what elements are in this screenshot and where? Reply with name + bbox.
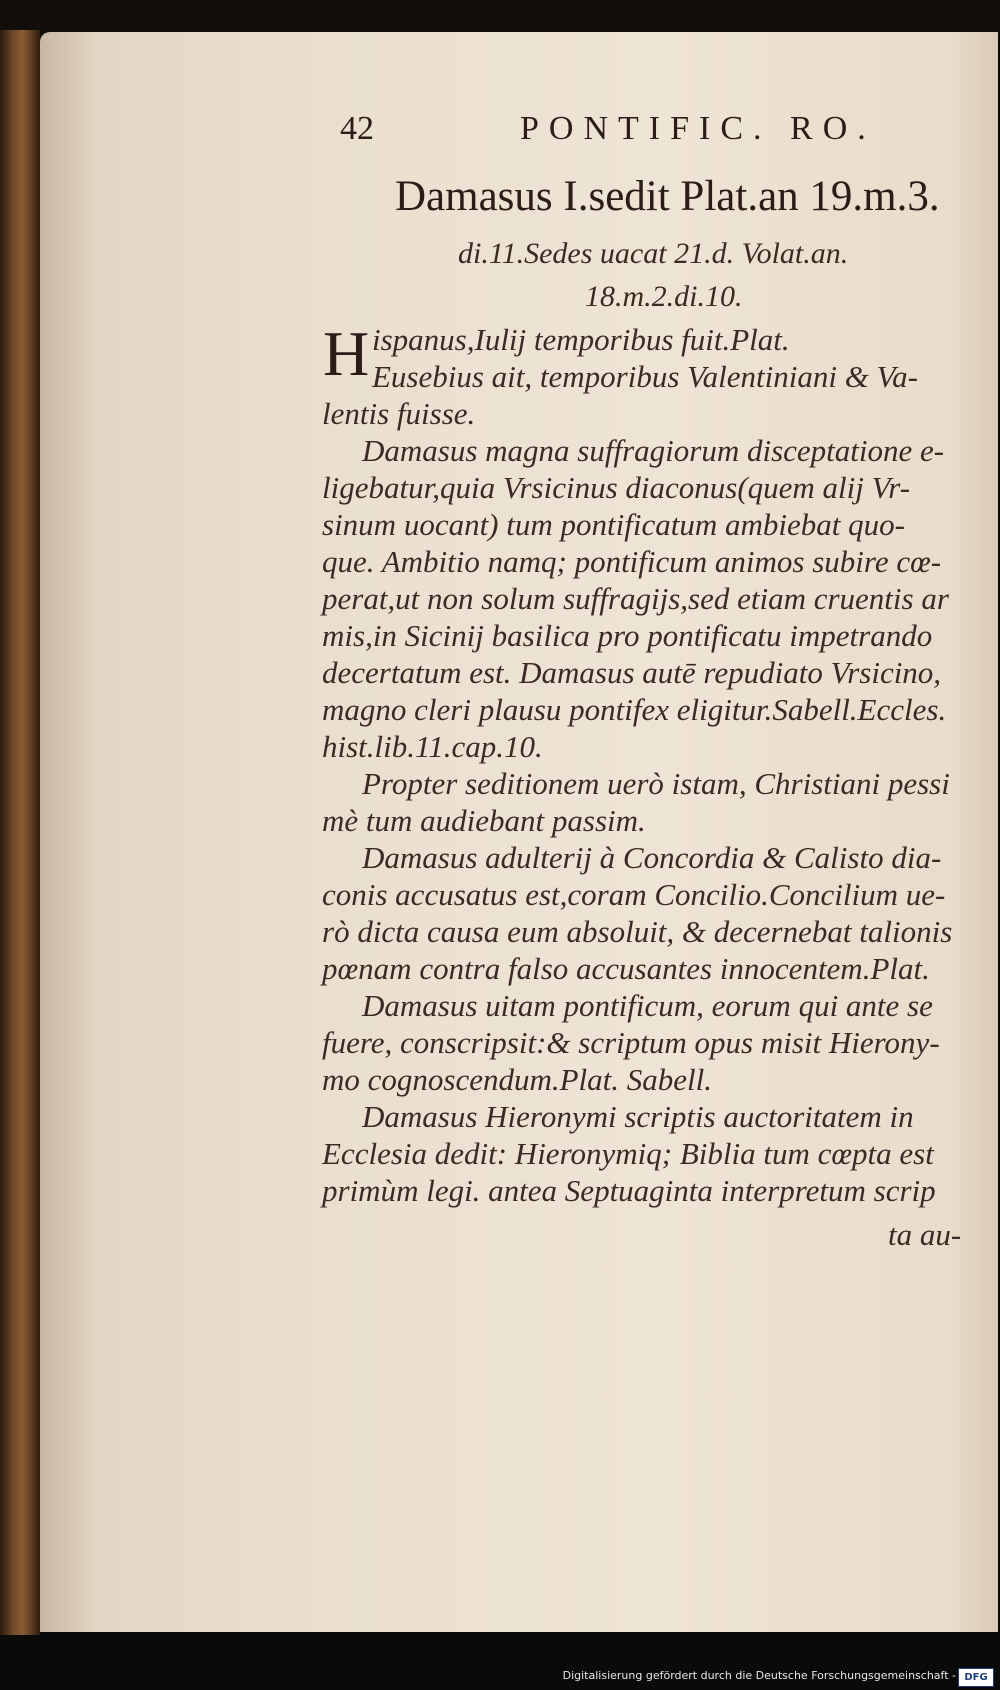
digitization-footer — [0, 1665, 1000, 1690]
body-line: Ecclesia dedit: Hieronymiq; Biblia tum cœpta est — [322, 1136, 934, 1171]
entry-subtitle-line: 18.m.2.di.10. — [585, 280, 743, 313]
body-line: hist.lib.11.cap.10. — [322, 729, 543, 764]
page-number: 42 — [340, 110, 374, 147]
body-line: mo cognoscendum.Plat. Sabell. — [322, 1062, 713, 1097]
body-line: Damasus magna suffragiorum disceptatione e- — [362, 433, 945, 468]
body-line: mè tum audiebant passim. — [322, 803, 646, 838]
body-line: rò dicta causa eum absoluit, & decernebat talionis — [322, 914, 953, 949]
dfg-logo-icon: DFG — [958, 1668, 994, 1687]
body-line: Eusebius ait, temporibus Valentiniani & Va- — [372, 359, 918, 394]
entry-title: Damasus I.sedit Plat.an 19.m.3. — [395, 173, 940, 220]
body-line: sinum uocant) tum pontificatum ambiebat quo- — [322, 507, 905, 542]
drop-cap: H — [323, 318, 370, 389]
body-line: Damasus uitam pontificum, eorum qui ante se — [362, 988, 933, 1023]
footer-credit: Digitalisierung gefördert durch die Deutsche Forschungsgemeinschaft - — [562, 1669, 956, 1682]
entry-subtitle-line: di.11.Sedes uacat 21.d. Volat.an. — [458, 237, 849, 270]
body-line: Damasus adulterij à Concordia & Calisto dia- — [362, 840, 942, 875]
body-line: que. Ambitio namq; pontificum animos subire cœ- — [322, 544, 942, 579]
body-line: Damasus Hieronymi scriptis auctoritatem in — [362, 1099, 914, 1134]
body-line: mis,in Sicinij basilica pro pontificatu impetrando — [322, 618, 933, 653]
body-line: pœnam contra falso accusantes innocentem.Plat. — [322, 951, 930, 986]
running-head-text: PONTIFIC. RO. — [520, 110, 876, 147]
body-line: ispanus,Iulij temporibus fuit.Plat. — [372, 322, 790, 357]
book-binding-edge — [0, 30, 40, 1635]
body-line: lentis fuisse. — [322, 396, 476, 431]
body-line: fuere, conscripsit:& scriptum opus misit Hierony- — [322, 1025, 940, 1060]
running-head — [340, 110, 910, 160]
catchword: ta au- — [888, 1217, 962, 1252]
body-line: decertatum est. Damasus autē repudiato Vrsicino, — [322, 655, 942, 690]
book-page — [40, 32, 998, 1632]
body-line: magno cleri plausu pontifex eligitur.Sabell.Eccles. — [322, 692, 947, 727]
body-line: perat,ut non solum suffragijs,sed etiam cruentis ar — [322, 581, 949, 616]
body-line: Propter seditionem uerò istam, Christiani pessi — [362, 766, 950, 801]
body-line: conis accusatus est,coram Concilio.Concilium ue- — [322, 877, 946, 912]
body-line: ligebatur,quia Vrsicinus diaconus(quem alij Vr- — [322, 470, 911, 505]
body-line: primùm legi. antea Septuaginta interpretum scrip — [322, 1173, 936, 1208]
